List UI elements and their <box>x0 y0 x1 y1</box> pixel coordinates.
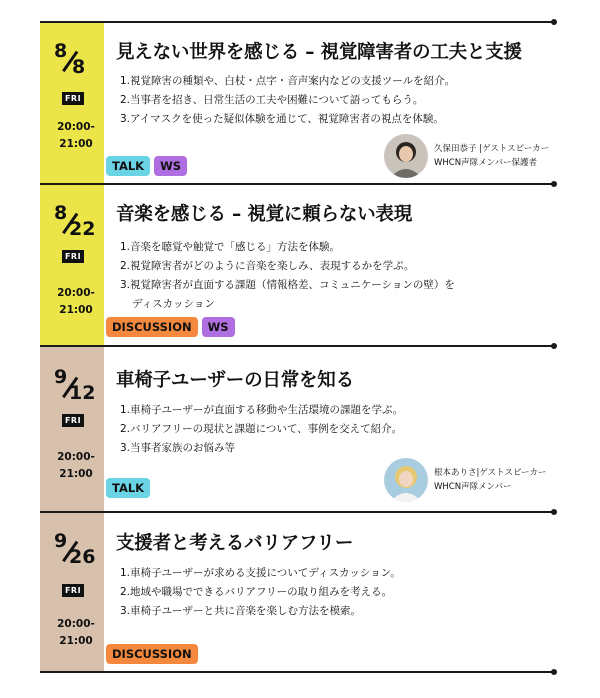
event-date <box>40 202 104 244</box>
tag-talk: TALK <box>106 478 150 498</box>
list-item: 1.車椅子ユーザーが直面する移動や生活環境の課題を学ぶ。 <box>120 404 404 416</box>
event-time: 20:00- 21:00 <box>57 451 95 480</box>
speaker-avatar <box>384 458 428 502</box>
list-item: 3.視覚障害者が直面する課題（情報格差、コミュニケーションの壁）を <box>120 279 455 291</box>
event-items <box>120 238 455 314</box>
speaker-org: WHCN声隊メンバー <box>434 482 512 492</box>
list-item: 3.アイマスクを使った疑似体験を通じて、視覚障害者の視点を体験。 <box>120 113 444 125</box>
event-tags <box>106 317 235 337</box>
list-item: 2.当事者を招き、日常生活の工夫や困難について語ってもらう。 <box>120 94 424 106</box>
event-month: 8 <box>54 40 68 62</box>
speaker-org: WHCN声隊メンバー保護者 <box>434 158 537 168</box>
event-4 <box>40 512 560 672</box>
event-time: 20:00- 21:00 <box>57 121 95 150</box>
speaker-avatar <box>384 134 428 178</box>
event-1 <box>40 22 560 184</box>
list-item: 2.バリアフリーの現状と課題について、事例を交えて紹介。 <box>120 423 403 435</box>
event-day-number: 22 <box>69 218 96 240</box>
tag-talk: TALK <box>106 156 150 176</box>
tag-discussion: DISCUSSION <box>106 644 198 664</box>
event-title: 見えない世界を感じる – 視覚障害者の工夫と支援 <box>116 42 522 63</box>
speaker-name: 根本ありさ|ゲストスピーカー <box>434 468 547 478</box>
event-date <box>40 530 104 572</box>
event-3 <box>40 346 560 512</box>
list-item: 2.地域や職場でできるバリアフリーの取り組みを考える。 <box>120 586 393 598</box>
list-item: 1.車椅子ユーザーが求める支援についてディスカッション。 <box>120 567 401 579</box>
list-item: 2.視覚障害者がどのように音楽を楽しみ、表現するかを学ぶ。 <box>120 260 415 272</box>
event-month: 9 <box>54 530 68 552</box>
event-items <box>120 401 403 458</box>
tag-discussion: DISCUSSION <box>106 317 198 337</box>
event-time: 20:00- 21:00 <box>57 287 95 316</box>
event-tags <box>106 156 187 176</box>
tag-ws: WS <box>202 317 235 337</box>
event-title: 音楽を感じる – 視覚に頼らない表現 <box>116 204 413 225</box>
event-time: 20:00- 21:00 <box>57 618 95 647</box>
weekday-badge: FRI <box>62 584 84 597</box>
event-2 <box>40 184 560 346</box>
event-title: 支援者と考えるバリアフリー <box>116 533 354 554</box>
event-tags <box>106 644 198 664</box>
event-month: 8 <box>54 202 68 224</box>
event-items <box>120 72 455 129</box>
weekday-badge: FRI <box>62 414 84 427</box>
event-date <box>40 366 104 408</box>
list-item: 3.車椅子ユーザーと共に音楽を楽しむ方法を模索。 <box>120 605 362 617</box>
event-month: 9 <box>54 366 68 388</box>
event-tags <box>106 478 150 498</box>
event-day-number: 8 <box>72 56 86 78</box>
speaker-name: 久保田恭子 |ゲストスピーカー <box>434 144 550 154</box>
tag-ws: WS <box>154 156 187 176</box>
event-day-number: 26 <box>69 546 96 568</box>
list-item: 3.当事者家族のお悩み等 <box>120 442 236 454</box>
event-day-number: 12 <box>69 382 96 404</box>
list-item: 1.視覚障害の種類や、白杖・点字・音声案内などの支援ツールを紹介。 <box>120 75 456 87</box>
event-title: 車椅子ユーザーの日常を知る <box>116 370 354 391</box>
event-date <box>40 40 104 82</box>
event-items <box>120 564 401 621</box>
weekday-badge: FRI <box>62 92 84 105</box>
list-item: 1.音楽を聴覚や触覚で「感じる」方法を体験。 <box>120 241 341 253</box>
list-item: ディスカッション <box>132 298 215 310</box>
weekday-badge: FRI <box>62 250 84 263</box>
